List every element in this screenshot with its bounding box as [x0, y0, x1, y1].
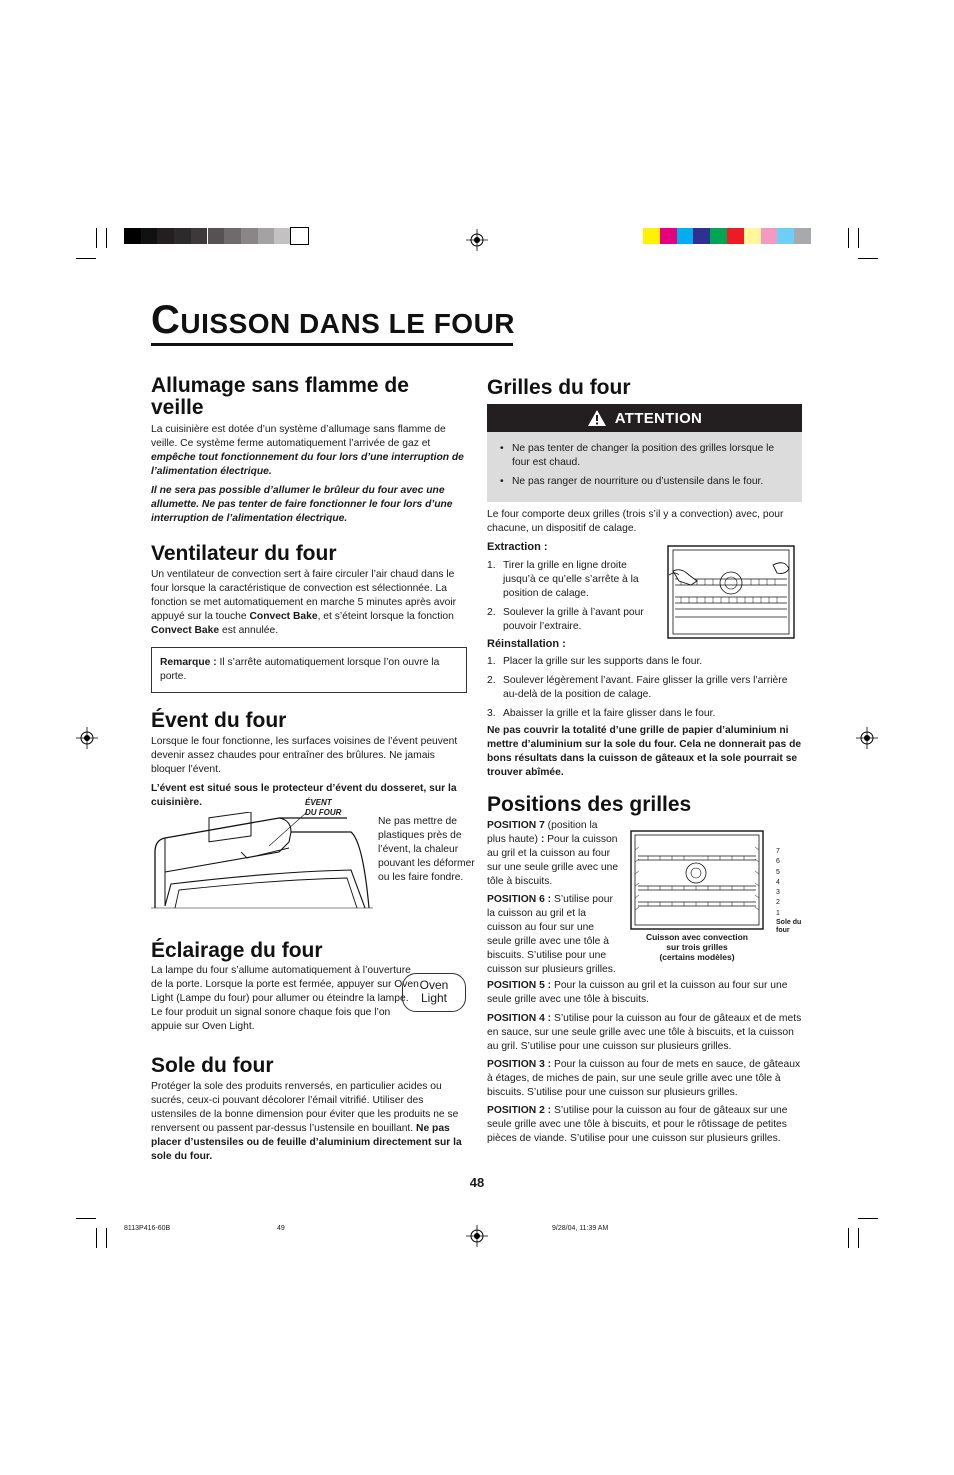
gray-swatch — [208, 228, 225, 244]
rack-number-labels: 7 6 5 4 3 2 1 — [776, 848, 780, 917]
section-heading: Ventilateur du four — [151, 542, 337, 565]
section-heading: Éclairage du four — [151, 939, 323, 962]
subheading-extraction: Extraction : — [487, 541, 548, 553]
color-swatch — [710, 228, 727, 244]
list-item: 1. Tirer la grille en ligne droite jusqu’à ce qu’elle s’arrête à la position de calage. — [487, 560, 639, 599]
section-event — [151, 710, 467, 810]
footer-job-code: 8113P416-60B — [124, 1225, 171, 1232]
gray-swatch — [157, 228, 174, 244]
registration-target-icon — [466, 229, 488, 251]
subheading-reinstallation: Réinstallation : — [487, 638, 566, 650]
rack-positions-illustration — [630, 830, 764, 930]
reinstall-steps — [487, 655, 802, 726]
position-4: POSITION 4 : S’utilise pour la cuisson au four de gâteaux et de mets en sauce, sur une seule grille avec une tôle à biscuits, et la cuisson au gril. S’utilise pour une cuisson sur plusieurs grilles. — [487, 1013, 802, 1052]
oven-vent-illustration — [151, 812, 373, 910]
gray-swatch — [124, 228, 141, 244]
footer-page-ref: 49 — [277, 1225, 285, 1232]
gray-swatch — [141, 228, 158, 244]
footer-timestamp: 9/28/04, 11:39 AM — [552, 1225, 609, 1232]
attention-body — [487, 432, 802, 502]
color-swatch — [794, 228, 811, 244]
attention-box — [487, 404, 802, 502]
gray-swatch — [258, 228, 275, 244]
paragraph: Le four comporte deux grilles (trois s’il y a convection) avec, pour chacune, un dispositif de calage. — [487, 509, 784, 534]
gray-swatch — [291, 228, 308, 244]
warning-triangle-icon — [587, 409, 607, 427]
extraction-steps — [487, 559, 649, 639]
list-item: 3. Abaisser la grille et la faire glisser dans le four. — [487, 708, 716, 719]
section-allumage — [151, 375, 467, 526]
paragraph: Protéger la sole des produits renversés, en particulier acides ou sucrés, ceux-ci pouvant décolorer l’émail vitrifié. Utiliser des ustensiles de la bonne dimension pour éviter que les produits ne se renversent ou passent par-dessus l’ustensile en bouillant. Ne pas placer d’ustensiles ou de feuille d’aluminium directement sur la sole du four. — [151, 1081, 462, 1162]
color-swatch — [643, 228, 660, 244]
page-number: 48 — [469, 1175, 485, 1190]
rack-diagram-caption: Cuisson avec convection sur trois grilles (certains modèles) — [645, 932, 749, 962]
registration-target-icon — [856, 727, 878, 749]
vent-label: ÉVENT DU FOUR — [305, 798, 342, 817]
paragraph: Un ventilateur de convection sert à faire circuler l’air chaud dans le four lorsque la caractéristique de convection est sélectionnée. La fonction se met automatiquement en marche 5 minutes après avoir appuyé sur la touche Convect Bake, et s’éteint lorsque la fonction Convect Bake est annulée. — [151, 569, 457, 636]
color-swatch — [693, 228, 710, 244]
oven-light-button[interactable]: Oven Light — [402, 973, 466, 1012]
position-5: POSITION 5 : Pour la cuisson au gril et la cuisson au four sur une seule grille avec une tôle à biscuits. — [487, 980, 788, 1005]
section-heading: Évent du four — [151, 709, 287, 732]
list-item: 2. Soulever la grille à l’avant pour pouvoir l’extraire. — [487, 607, 644, 632]
attention-header: ATTENTION — [487, 404, 802, 432]
paragraph: L’évent est situé sous le protecteur d’évent du dosseret, sur la cuisinière. — [151, 783, 457, 808]
title-rule — [151, 343, 513, 346]
position-3: POSITION 3 : Pour la cuisson au four de mets en sauce, de gâteaux à étages, de miches de pain, sur une seule grille avec une tôle à biscuits. S’utilise pour une cuisson sur plusieurs grilles. — [487, 1059, 801, 1098]
registration-target-icon — [76, 727, 98, 749]
section-heading: Positions des grilles — [487, 793, 692, 816]
color-swatch — [660, 228, 677, 244]
section-eclairage — [151, 940, 467, 962]
color-swatch — [727, 228, 744, 244]
position-2: POSITION 2 : S’utilise pour la cuisson au four de gâteaux sur une seule grille avec une tôle à biscuits, et pour le rôtissage de petites pièces de viande. S’utilise pour une cuisson sur plusieurs grilles. — [487, 1105, 788, 1144]
gray-swatch — [174, 228, 191, 244]
gray-swatch — [224, 228, 241, 244]
list-item: • Ne pas tenter de changer la position des grilles lorsque le four est chaud. — [497, 442, 792, 470]
page-title: CUISSON DANS LE FOUR — [151, 298, 516, 342]
section-heading: Grilles du four — [487, 376, 631, 399]
section-heading: Allumage sans flamme de veille — [151, 374, 409, 419]
paragraph: Lorsque le four fonctionne, les surfaces voisines de l’évent peuvent devenir assez chaudes pour entraîner des brûlures. Ne jamais bloquer l’évent. — [151, 736, 458, 775]
position-6: POSITION 6 : S’utilise pour la cuisson au gril et la cuisson au four sur une seule grille avec une tôle à biscuits. S’utilise pour une cuisson sur plusieurs grilles. — [487, 894, 616, 975]
color-swatch — [677, 228, 694, 244]
note-box: Remarque : Il s’arrête automatiquement lorsque l’on ouvre la porte. — [151, 647, 467, 693]
paragraph: La cuisinière est dotée d’un système d’allumage sans flamme de veille. Ce système ferme automatiquement l’arrivée de gaz et empêche tout fonctionnement du four lors d’une interruption de l’alimentation électrique. — [151, 424, 464, 477]
sole-label: Sole du four — [776, 919, 802, 934]
section-sole — [151, 1055, 467, 1164]
registration-target-icon — [466, 1225, 488, 1247]
section-ventilateur — [151, 543, 467, 693]
gray-swatch — [274, 228, 291, 244]
aluminium-warning: Ne pas couvrir la totalité d’une grille de papier d’aluminium ni mettre d’aluminium sur la sole du four. Cela ne donnerait pas de bons résultats dans la cuisson de gâteaux et la sole pourrait se trouver abîmée. — [487, 725, 802, 778]
color-swatch — [777, 228, 794, 244]
vent-side-note: Ne pas mettre de plastiques près de l’évent, la chaleur pouvant les déformer ou les faire fondre. — [378, 816, 475, 883]
position-7: POSITION 7 (position la plus haute) : Pour la cuisson au gril et la cuisson au four sur une seule grille avec une tôle à biscuits. — [487, 820, 619, 887]
color-swatch — [761, 228, 778, 244]
section-grilles — [487, 377, 802, 399]
gray-swatch — [241, 228, 258, 244]
list-item: 1. Placer la grille sur les supports dans le four. — [487, 656, 703, 667]
rack-extraction-illustration — [667, 545, 795, 639]
paragraph: La lampe du four s’allume automatiquement à l’ouverture de la porte. Lorsque la porte est fermée, appuyer sur Oven Light (Lampe du four) pour allumer ou éteindre la lampe. Le four produit un signal sonore chaque fois que l’on appuie sur Oven Light. — [151, 965, 419, 1032]
color-swatch — [744, 228, 761, 244]
list-item: 2. Soulever légèrement l’avant. Faire glisser la grille vers l’arrière au-delà de la position de calage. — [487, 675, 788, 700]
section-positions — [487, 794, 802, 816]
paragraph: Il ne sera pas possible d’allumer le brûleur du four avec une allumette. Ne pas tenter de faire fonctionner le four lors d’une interruption de l’alimentation électrique. — [151, 485, 453, 524]
section-heading: Sole du four — [151, 1054, 274, 1077]
list-item: • Ne pas ranger de nourriture ou d’ustensile dans le four. — [497, 475, 792, 489]
gray-swatch — [191, 228, 208, 244]
